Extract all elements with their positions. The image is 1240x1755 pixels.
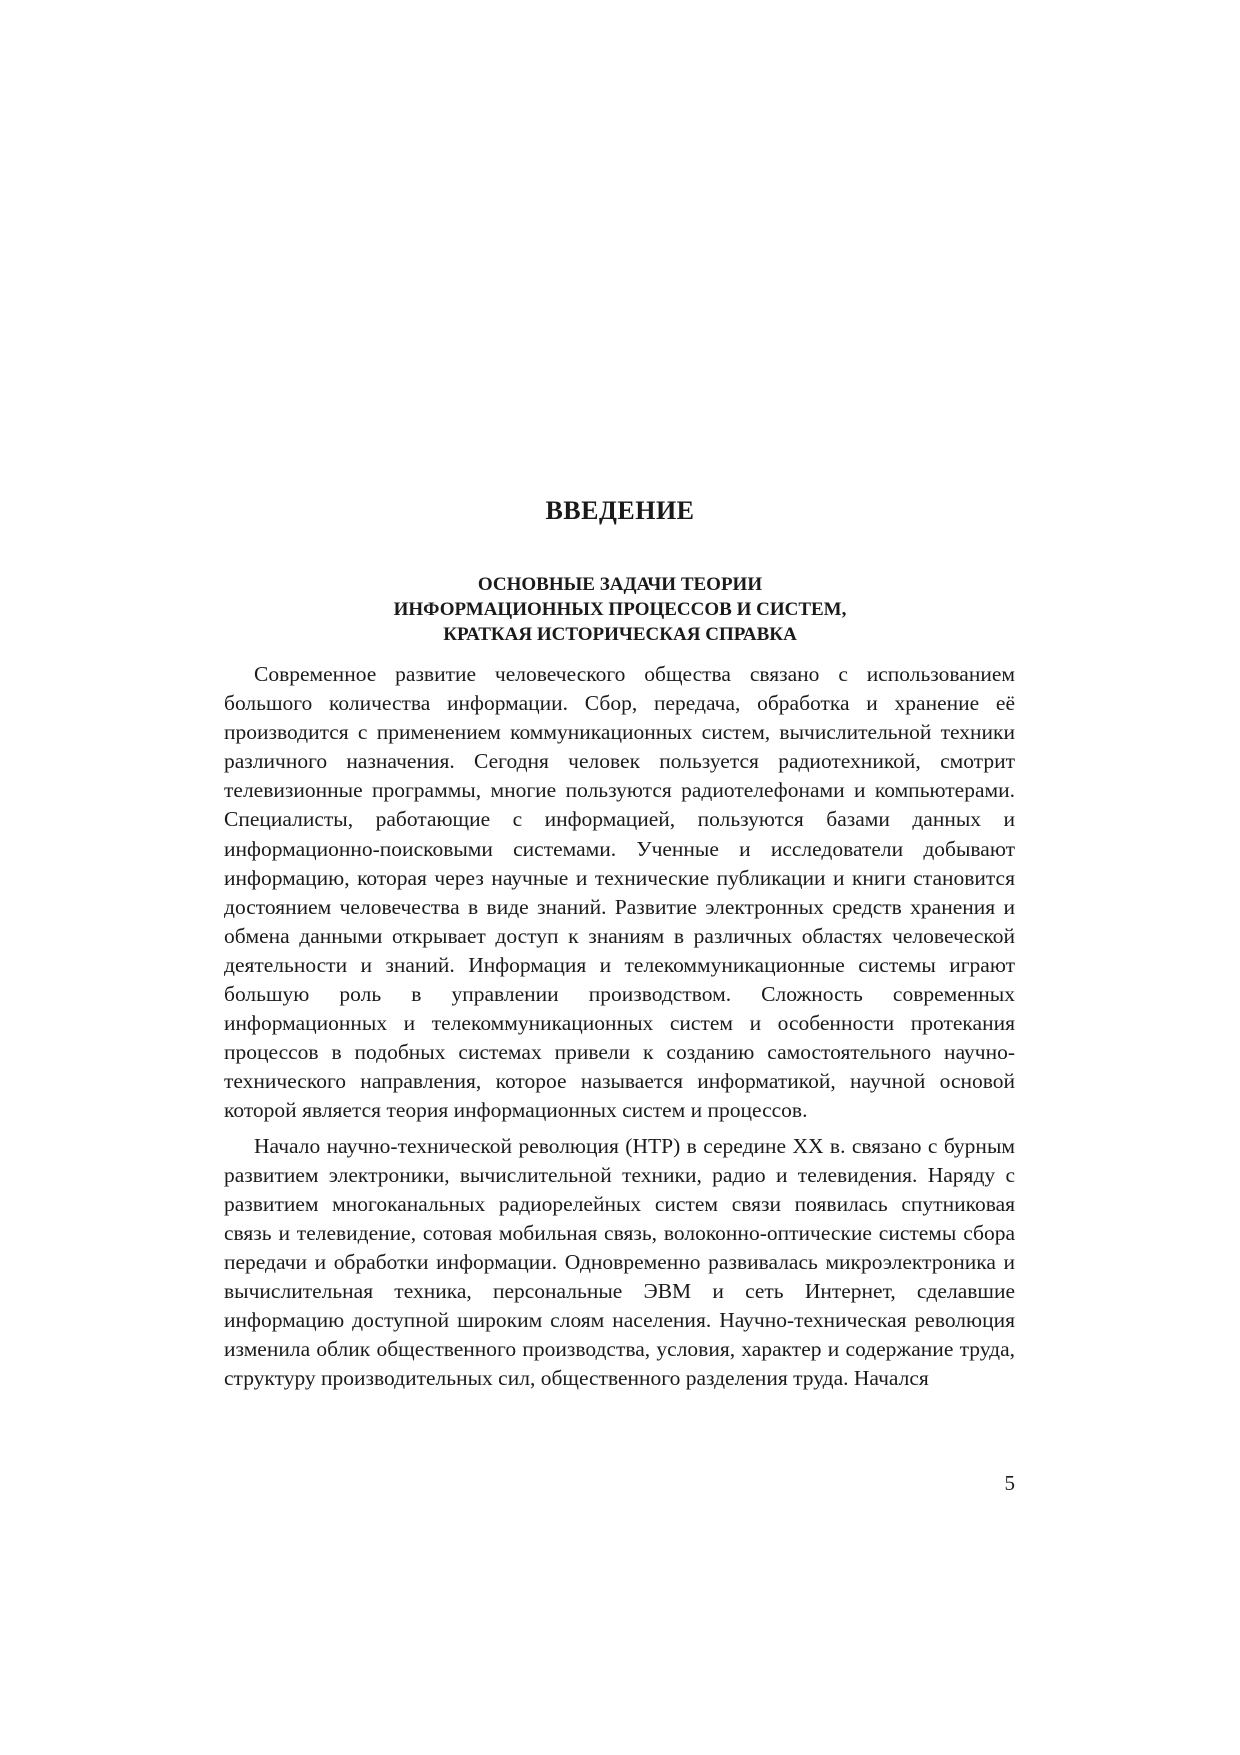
chapter-title: ВВЕДЕНИЕ [545, 496, 695, 525]
page-number: 5 [1004, 1471, 1015, 1495]
paragraph: Современное развитие человеческого общества связано с использованием большого количества информации. Сбор, передача, обработка и хранение её производится с применением коммуникационных систем, вычислительной техники различного назначения. Сегодня человек пользуется радиотехникой, смотрит телевизионные программы, многие пользуются радиотелефонами и компьютерами. Специалисты, работающие с информацией, пользуются базами данных и информационно-поисковыми системами. Ученные и исследователи добывают информацию, которая через научные и технические публикации и книги становится достоянием человечества в виде знаний. Развитие электронных средств хранения и обмена данными открывает доступ к знаниям в различных областях человеческой деятельности и знаний. Информация и телекоммуникационные системы играют большую роль в управлении производством. Сложность современных информационных и телекоммуникационных систем и особенности протекания процессов в подобных системах привели к созданию самостоятельного научно-технического направления, которое называется информатикой, научной основой которой является теория информационных систем и процессов. [224, 662, 1015, 1123]
section-title [0, 572, 1240, 647]
section-title-line: КРАТКАЯ ИСТОРИЧЕСКАЯ СПРАВКА [443, 624, 797, 645]
section-title-line: ИНФОРМАЦИОННЫХ ПРОЦЕССОВ И СИСТЕМ, [393, 599, 847, 620]
body-text [224, 660, 1015, 1393]
paragraph: Начало научно-технической революция (НТР) в середине XX в. связано с бурным развитием электроники, вычислительной техники, радио и телевидения. Наряду с развитием многоканальных радиорелейных систем связи появилась спутниковая связь и телевидение, сотовая мобильная связь, волоконно-оптические системы сбора передачи и обработки информации. Одновременно развивалась микроэлектроника и вычислительная техника, персональные ЭВМ и сеть Интернет, сделавшие информацию доступной широким слоям населения. Научно-техническая революция изменила облик общественного производства, условия, характер и содержание труда, структуру производительных сил, общественного разделения труда. Начался [224, 1133, 1015, 1391]
section-title-line: ОСНОВНЫЕ ЗАДАЧИ ТЕОРИИ [477, 574, 763, 595]
